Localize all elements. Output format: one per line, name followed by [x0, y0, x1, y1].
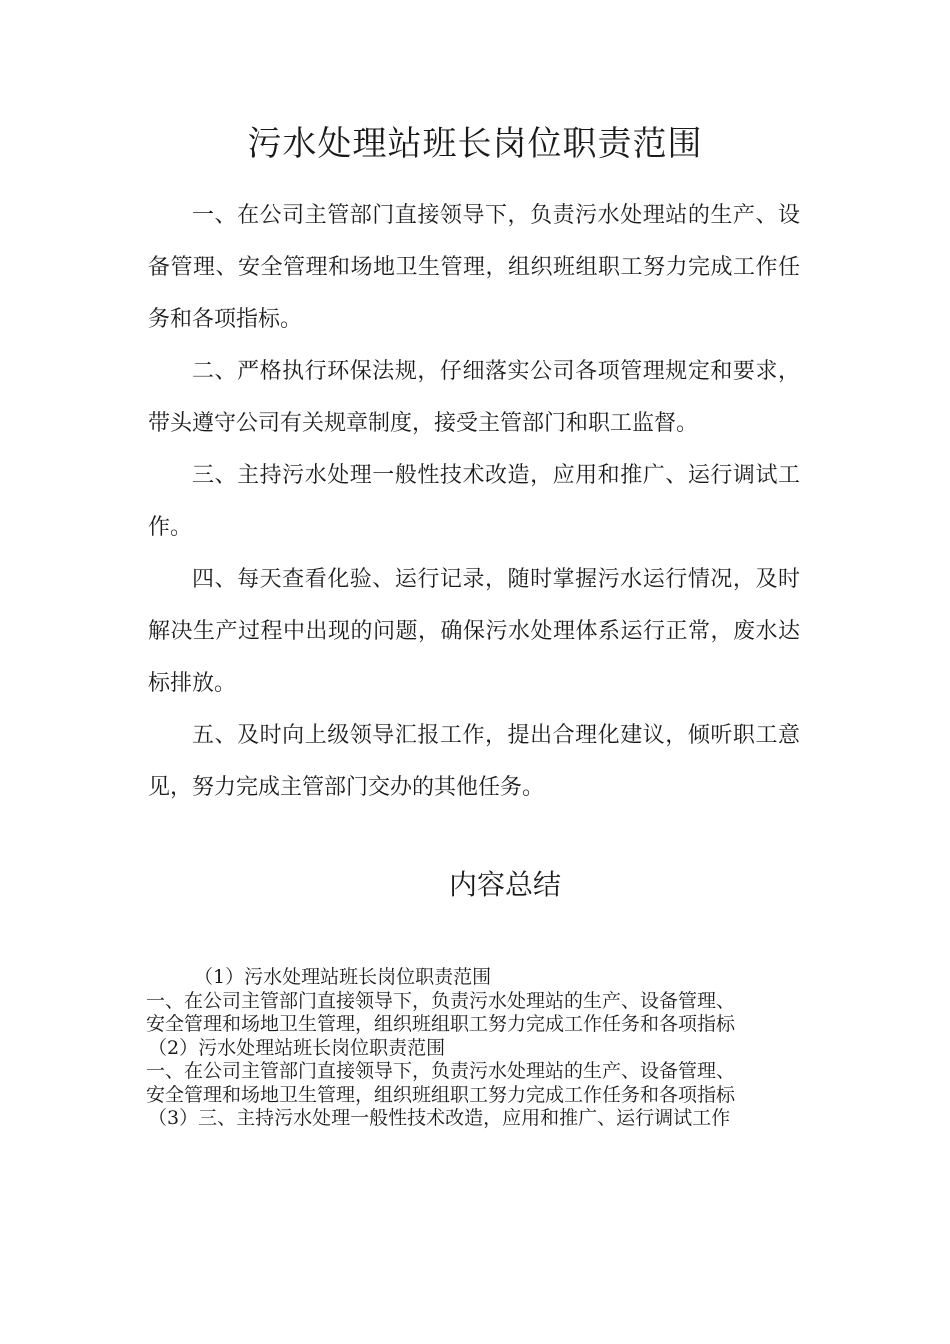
paragraph-1: 一、在公司主管部门直接领导下，负责污水处理站的生产、设备管理、安全管理和场地卫生管理，组织班组职工努力完成工作任务和各项指标。	[148, 203, 800, 332]
paragraph-5: 五、及时向上级领导汇报工作，提出合理化建议，倾听职工意见，努力完成主管部门交办的其他任务。	[148, 723, 800, 800]
summary-item-2-line-2: 安全管理和场地卫生管理，组织班组职工努力完成工作任务和各项指标	[146, 1083, 736, 1106]
summary-item-1-heading: （1）污水处理站班长岗位职责范围	[194, 966, 492, 988]
paragraph-2: 二、严格执行环保法规，仔细落实公司各项管理规定和要求，带头遵守公司有关规章制度，接受主管部门和职工监督。	[148, 359, 800, 436]
summary-item-1-line-1: 一、在公司主管部门直接领导下，负责污水处理站的生产、设备管理、	[146, 989, 736, 1012]
paragraph-3: 三、主持污水处理一般性技术改造，应用和推广、运行调试工作。	[148, 463, 800, 540]
summary-list	[146, 966, 846, 1131]
summary-item-2-heading: （2）污水处理站班长岗位职责范围	[148, 1036, 446, 1059]
summary-item-1-line-2: 安全管理和场地卫生管理，组织班组职工努力完成工作任务和各项指标	[146, 1013, 736, 1035]
summary-title: 内容总结	[448, 868, 561, 901]
summary-item-2-line-1: 一、在公司主管部门直接领导下，负责污水处理站的生产、设备管理、	[146, 1060, 736, 1082]
summary-item-3: （3）三、主持污水处理一般性技术改造，应用和推广、运行调试工作	[148, 1107, 731, 1129]
paragraph-4: 四、每天查看化验、运行记录，随时掌握污水运行情况，及时解决生产过程中出现的问题，确保污水处理体系运行正常，废水达标排放。	[148, 567, 800, 696]
page-title: 污水处理站班长岗位职责范围	[247, 124, 703, 164]
document-body	[148, 190, 800, 814]
